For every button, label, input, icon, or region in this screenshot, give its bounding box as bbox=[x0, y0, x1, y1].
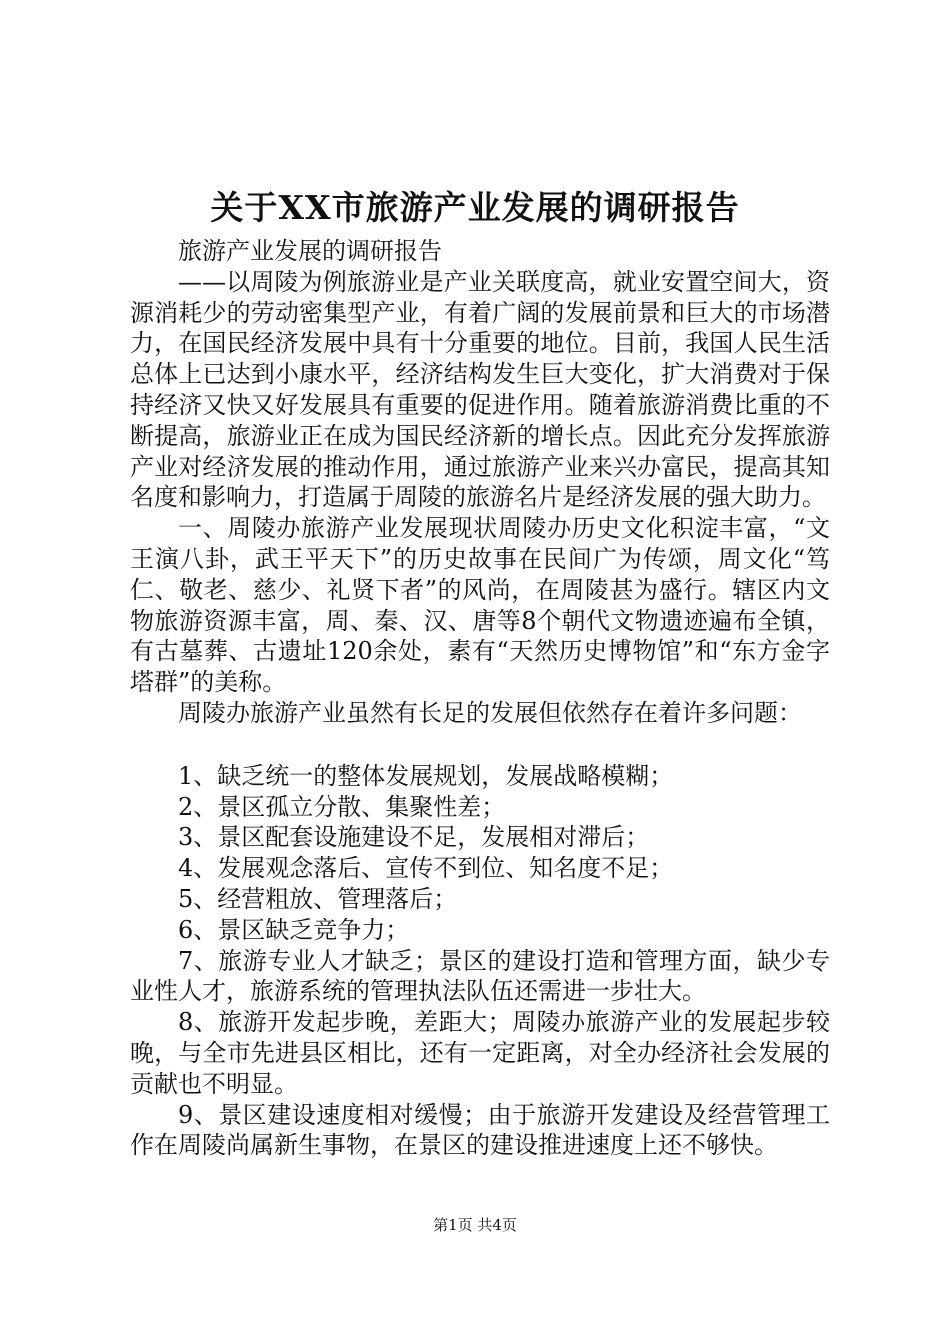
status-paragraph: 一、周陵办旅游产业发展现状周陵办历史文化积淀丰富，“文王演八卦，武王平天下”的历史故事在民间广为传颂，周文化“笃仁、敬老、慈少、礼贤下者”的风尚，在周陵甚为盛行。辖区内文物旅游资源丰富，周、秦、汉、唐等8个朝代文物遗迹遍布全镇，有古墓葬、古遗址120余处，素有“天然历史博物馆”和“东方金字塔群”的美称。 bbox=[130, 514, 830, 697]
document-title: 关于XX市旅游产业发展的调研报告 bbox=[210, 188, 740, 227]
paragraph-gap bbox=[130, 729, 830, 761]
problem-item: 7、旅游专业人才缺乏；景区的建设打造和管理方面，缺少专业性人才，旅游系统的管理执法队伍还需进一步壮大。 bbox=[130, 946, 830, 1006]
problem-item: 8、旅游开发起步晚，差距大；周陵办旅游产业的发展起步较晚，与全市先进县区相比，还有一定距离，对全办经济社会发展的贡献也不明显。 bbox=[130, 1008, 830, 1098]
problem-item: 5、经营粗放、管理落后； bbox=[178, 884, 458, 913]
problem-item: 4、发展观念落后、宣传不到位、知名度不足； bbox=[178, 854, 674, 883]
problems-intro-paragraph: 周陵办旅游产业虽然有长足的发展但依然存在着许多问题： bbox=[178, 698, 802, 727]
problem-item: 9、景区建设速度相对缓慢；由于旅游开发建设及经营管理工作在周陵尚属新生事物，在景区的建设推进速度上还不够快。 bbox=[130, 1100, 830, 1160]
subtitle-paragraph: 旅游产业发展的调研报告 bbox=[178, 237, 442, 265]
problem-item: 2、景区孤立分散、集聚性差； bbox=[178, 792, 506, 821]
problem-item: 3、景区配套设施建设不足，发展相对滞后； bbox=[178, 823, 650, 852]
document-body bbox=[130, 236, 830, 1161]
page-number-footer: 第1页 共4页 bbox=[433, 1216, 517, 1234]
intro-paragraph: ——以周陵为例旅游业是产业关联度高，就业安置空间大，资源消耗少的劳动密集型产业，有着广阔的发展前景和巨大的市场潜力，在国民经济发展中具有十分重要的地位。目前，我国人民生活总体上已达到小康水平，经济结构发生巨大变化，扩大消费对于保持经济又快又好发展具有重要的促进作用。随着旅游消费比重的不断提高，旅游业正在成为国民经济新的增长点。因此充分发挥旅游产业对经济发展的推动作用，通过旅游产业来兴办富民，提高其知名度和影响力，打造属于周陵的旅游名片是经济发展的强大助力。 bbox=[130, 267, 830, 512]
problem-item: 1、缺乏统一的整体发展规划，发展战略模糊； bbox=[178, 761, 674, 790]
problem-item: 6、景区缺乏竞争力； bbox=[178, 915, 410, 944]
